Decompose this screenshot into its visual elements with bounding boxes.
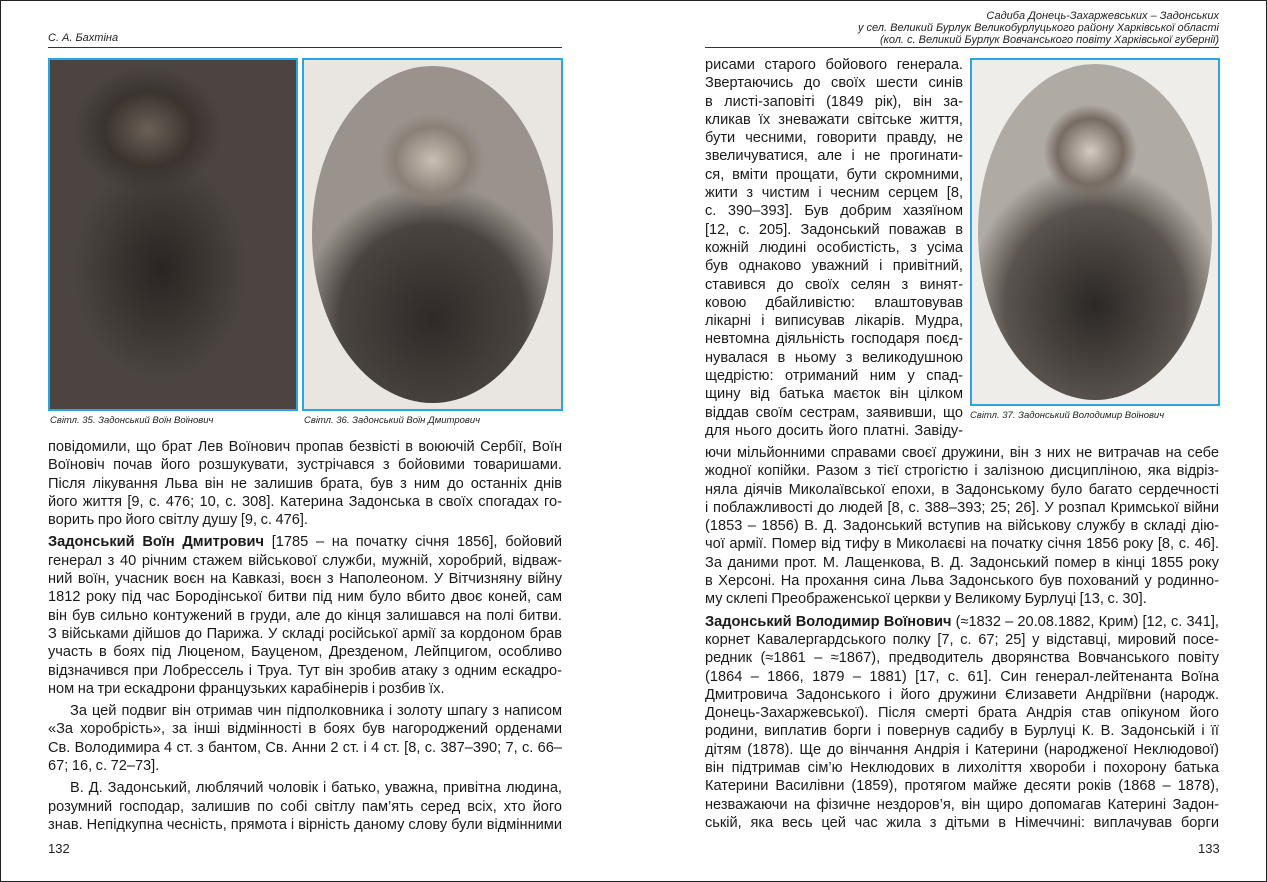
paragraph bbox=[48, 702, 562, 775]
text-line bbox=[705, 554, 1219, 572]
text-line bbox=[705, 221, 963, 239]
text-line bbox=[705, 129, 963, 147]
text-line bbox=[705, 257, 963, 275]
page-number-right: 133 bbox=[1198, 841, 1220, 856]
line-text: щину від батька маєток він цілком bbox=[705, 386, 963, 403]
line-text: В. Д. Задонський, люблячий чоловік і батько, уважна, привітна людина, bbox=[70, 780, 562, 797]
text-line bbox=[48, 438, 562, 456]
line-text: Катерини Василівни (1859), протягом майже десяти років (1868 – 1878), bbox=[705, 778, 1219, 795]
line-text: невтомна діяльність господаря поєд- bbox=[705, 331, 963, 348]
photo-zadonsky-voin-dmytrovych bbox=[302, 58, 563, 411]
line-text: корнет Кавалергардського полку [7, с. 67; 25] у відставці, мировий посе- bbox=[705, 631, 1219, 648]
text-line bbox=[705, 367, 963, 385]
line-text: 1812 року під час Бородінської битви під ним було вбито двоє коней, сам bbox=[48, 589, 562, 606]
text-line bbox=[48, 533, 562, 551]
right-narrow-text bbox=[705, 56, 963, 440]
text-line bbox=[48, 739, 562, 757]
line-text: нувалася в ньому з великодушною bbox=[705, 349, 963, 366]
text-line bbox=[705, 741, 1219, 759]
line-text: генерал з 40 річним стажем військової служби, мужній, хоробрий, відваж- bbox=[48, 552, 562, 569]
line-text: ся, вміти прощати, бути скромними, bbox=[705, 166, 963, 183]
line-text: розумний господар, залишив по собі світлу пам’ять серед всіх, хто його bbox=[48, 798, 562, 815]
line-text: дітям (1878). Ще до вінчання Андрія і Катерини (народженої Неклюдової) bbox=[705, 741, 1219, 758]
text-line bbox=[48, 607, 562, 625]
text-line bbox=[705, 294, 963, 312]
line-text: Св. Володимира 4 ст. з бантом, Св. Анни 2 ст. і 4 ст. [8, с. 387–390; 7, с. 66– bbox=[48, 739, 562, 756]
text-line bbox=[705, 814, 1219, 832]
line-text: ворить про його світлу душу [9, с. 476]. bbox=[48, 512, 308, 529]
paragraph bbox=[48, 438, 562, 529]
line-text: «За хоробрість», за інші відмінності в боях був нагороджений орденами bbox=[48, 721, 562, 738]
text-line bbox=[705, 184, 963, 202]
text-line bbox=[48, 662, 562, 680]
right-body-text bbox=[705, 444, 1219, 832]
header-rule-left bbox=[48, 47, 562, 48]
text-line bbox=[705, 166, 963, 184]
line-text: ковою дбайливістю: влаштовував bbox=[705, 294, 963, 311]
text-line bbox=[705, 499, 1219, 517]
line-text: жодної копійки. Разом з тієї строгістю і залізною дисципліною, яка відріз- bbox=[705, 463, 1219, 480]
line-text: знав. Непідкупна чесність, прямота і вірність даному слову були відмінними bbox=[48, 816, 562, 833]
text-line bbox=[48, 816, 562, 834]
caption-photo-37: Світл. 37. Задонський Володимир Воїнович bbox=[970, 410, 1165, 421]
line-text: няла діячів Миколаївської епохи, в Задонському було багато сердечності bbox=[705, 481, 1219, 498]
text-line bbox=[48, 493, 562, 511]
text-line bbox=[48, 757, 562, 775]
text-line bbox=[48, 570, 562, 588]
text-line bbox=[48, 625, 562, 643]
line-text: ській, яка весь цей час жила з дітьми в Німеччині: виплачував борги bbox=[705, 814, 1219, 831]
text-line bbox=[705, 330, 963, 348]
line-text: 67; 16, с. 72–73]. bbox=[48, 758, 160, 775]
line-text: повідомили, що брат Лев Воїнович пропав безвісті в воюючій Сербії, Воїн bbox=[48, 439, 562, 455]
text-line bbox=[48, 779, 562, 797]
text-line bbox=[48, 456, 562, 474]
paragraph bbox=[48, 533, 562, 698]
text-line bbox=[48, 702, 562, 720]
text-line bbox=[705, 147, 963, 165]
line-text: і поблажливості до людей [8, с. 388–393; 25; 26]. У розпал Кримської війни bbox=[705, 499, 1219, 516]
text-line bbox=[705, 444, 1219, 462]
text-line bbox=[48, 798, 562, 816]
line-text: Донець-Захаржевської). Після смерті брата Андрія став опікуном його bbox=[705, 705, 1219, 722]
line-text: ючи мільйонними справами своєї дружини, він з них не витрачав на себе bbox=[705, 445, 1219, 461]
text-line bbox=[705, 276, 963, 294]
text-line bbox=[705, 686, 1219, 704]
line-text: (≈1832 – 20.08.1882, Крим) [12, с. 341], bbox=[951, 613, 1219, 630]
line-text: [12, с. 205]. Задонський поважав в bbox=[705, 221, 963, 238]
text-line bbox=[705, 722, 1219, 740]
line-text: щедрістю: отриманий ним у спад- bbox=[705, 368, 963, 385]
line-text: ном на три ескадрони французьких карабінерів і розбив їх. bbox=[48, 680, 445, 697]
header-rule-right bbox=[705, 47, 1219, 48]
text-line bbox=[48, 588, 562, 606]
line-text: редник (≈1861 – ≈1867), предводитель дворянства Вовчанського повіту bbox=[705, 650, 1219, 667]
line-text: (1864 – 1866, 1879 – 1881) [17, с. 61]. Син генерал-лейтенанта Воїна bbox=[705, 668, 1219, 685]
bold-name: Задонський Володимир Воїнович bbox=[705, 613, 952, 630]
text-line bbox=[705, 631, 1219, 649]
line-text: в Херсоні. На прохання сина Льва Задонського був похований у родинно- bbox=[705, 573, 1219, 590]
line-text: Дмитровича Задонського і його дружини Єлизавети Андріївни (народж. bbox=[705, 686, 1219, 703]
running-head-line: Садиба Донець-Захаржевських – Задонських bbox=[986, 10, 1219, 22]
text-line bbox=[705, 572, 1219, 590]
text-line bbox=[705, 312, 963, 330]
text-line bbox=[705, 404, 963, 422]
text-line bbox=[705, 517, 1219, 535]
bold-name: Задонський Воїн Дмитрович bbox=[48, 534, 264, 551]
text-line bbox=[705, 74, 963, 92]
text-line bbox=[705, 239, 963, 257]
text-line bbox=[705, 385, 963, 403]
line-text: Звертаючись до своїх шести синів bbox=[705, 75, 963, 92]
line-text: він підтримав сім’ю Неклюдових в лихоліття хвороби і похорону батька bbox=[705, 760, 1219, 777]
line-text: участь в боях під Люценом, Бауценом, Дрезденом, Лейпцигом, особливо bbox=[48, 644, 562, 661]
text-line bbox=[48, 720, 562, 738]
line-text: був однаково уважний і привітний, bbox=[705, 258, 963, 275]
line-text: він був сильно контужений в груди, але до кінця залишався на полі битви. bbox=[48, 607, 562, 624]
text-line bbox=[48, 511, 562, 529]
text-line bbox=[705, 649, 1219, 667]
line-text: с. 390–393]. Був добрим хазяїном bbox=[705, 203, 963, 220]
running-head-line: у сел. Великий Бурлук Великобурлуцького району Харківської області bbox=[857, 22, 1219, 34]
line-text: ставився до своїх селян з винят- bbox=[705, 276, 963, 293]
text-line bbox=[705, 349, 963, 367]
line-text: бути чесними, говорити правду, не bbox=[705, 130, 963, 147]
text-line bbox=[705, 202, 963, 220]
text-line bbox=[48, 552, 562, 570]
line-text: З військами дійшов до Парижа. У складі російської армії за кордоном брав bbox=[48, 625, 562, 642]
left-body-text bbox=[48, 438, 562, 834]
line-text: му склепі Преображенської церкви у Великому Бурлуці [13, с. 30]. bbox=[705, 591, 1147, 608]
running-head-left: С. А. Бахтіна bbox=[48, 32, 119, 44]
text-line bbox=[48, 643, 562, 661]
line-text: звеличуватися, але і не прогинати- bbox=[705, 148, 963, 165]
line-text: Після лікування Льва він не залишив брата, був з ним до останніх днів bbox=[48, 475, 562, 492]
photo-zadonsky-voin-voinovych bbox=[48, 58, 298, 411]
line-text: лікарні і виписував лікарів. Мудра, bbox=[705, 313, 963, 330]
line-text: для нього досить його платні. Завіду- bbox=[705, 422, 963, 439]
line-text: [1785 – на початку січня 1856], бойовий bbox=[263, 534, 562, 551]
paragraph bbox=[705, 444, 1219, 609]
running-head-line: (кол. с. Великий Бурлук Вовчанського повіту Харківської губернії) bbox=[879, 34, 1219, 46]
text-line bbox=[705, 796, 1219, 814]
text-line bbox=[705, 777, 1219, 795]
line-text: рисами старого бойового генерала. bbox=[705, 57, 963, 73]
text-line bbox=[705, 590, 1219, 608]
text-line bbox=[705, 704, 1219, 722]
text-line bbox=[705, 422, 963, 440]
page-number-left: 132 bbox=[48, 841, 70, 856]
line-text: кожній людині особистість, з усіма bbox=[705, 239, 963, 256]
text-line bbox=[705, 759, 1219, 777]
paragraph bbox=[705, 613, 1219, 833]
caption-photo-35: Світл. 35. Задонський Воїн Воїнович bbox=[50, 415, 214, 426]
text-line bbox=[48, 475, 562, 493]
text-line bbox=[705, 613, 1219, 631]
line-text: відзначився при Лобрессель і Труа. Тут він зробив атаку з одним ескадро- bbox=[48, 662, 562, 679]
text-line bbox=[705, 93, 963, 111]
text-line bbox=[705, 481, 1219, 499]
caption-photo-36: Світл. 36. Задонський Воїн Дмитрович bbox=[304, 415, 481, 426]
line-text: віддав своїм сестрам, заявивши, що bbox=[705, 404, 963, 421]
text-line bbox=[48, 680, 562, 698]
line-text: його життя [9, с. 476; 10, с. 308]. Катерина Задонська в своїх спогадах го- bbox=[48, 493, 562, 510]
line-text: За даними прот. М. Лащенкова, В. Д. Задонський помер в кінці 1855 року bbox=[705, 554, 1219, 571]
line-text: Воїновіч почав його розшукувати, зустрічався з бойовими товаришами. bbox=[48, 457, 562, 474]
line-text: жити з чистим і чесним серцем [8, bbox=[705, 185, 963, 202]
paragraph bbox=[48, 779, 562, 834]
line-text: чої армії. Помер від тифу в Миколаєві на початку січня 1856 року [8, с. 46]. bbox=[705, 536, 1219, 553]
line-text: родини, виплатив борги і повернув садибу в Бурлуці К. В. Задонській і її bbox=[705, 723, 1219, 740]
text-line bbox=[705, 668, 1219, 686]
photo-zadonsky-volodymyr-voinovych bbox=[970, 58, 1220, 406]
line-text: кликав їх зневажати світське життя, bbox=[705, 111, 963, 128]
running-head-right bbox=[858, 10, 1219, 46]
line-text: ний воїн, учасник воєн на Кавказі, воєн з Наполеоном. У Вітчизняну війну bbox=[48, 571, 562, 588]
line-text: (1853 – 1856) В. Д. Задонський вступив на військову службу в складі дію- bbox=[705, 518, 1219, 535]
text-line bbox=[705, 111, 963, 129]
line-text: незважаючи на фізичне нездоров’я, він щиро допомагав Катерині Задон- bbox=[705, 796, 1219, 813]
text-line bbox=[705, 56, 963, 74]
text-line bbox=[705, 462, 1219, 480]
line-text: За цей подвиг він отримав чин підполковника і золоту шпагу з написом bbox=[70, 703, 562, 720]
line-text: в листі-заповіті (1849 рік), він за- bbox=[705, 93, 963, 110]
text-line bbox=[705, 535, 1219, 553]
